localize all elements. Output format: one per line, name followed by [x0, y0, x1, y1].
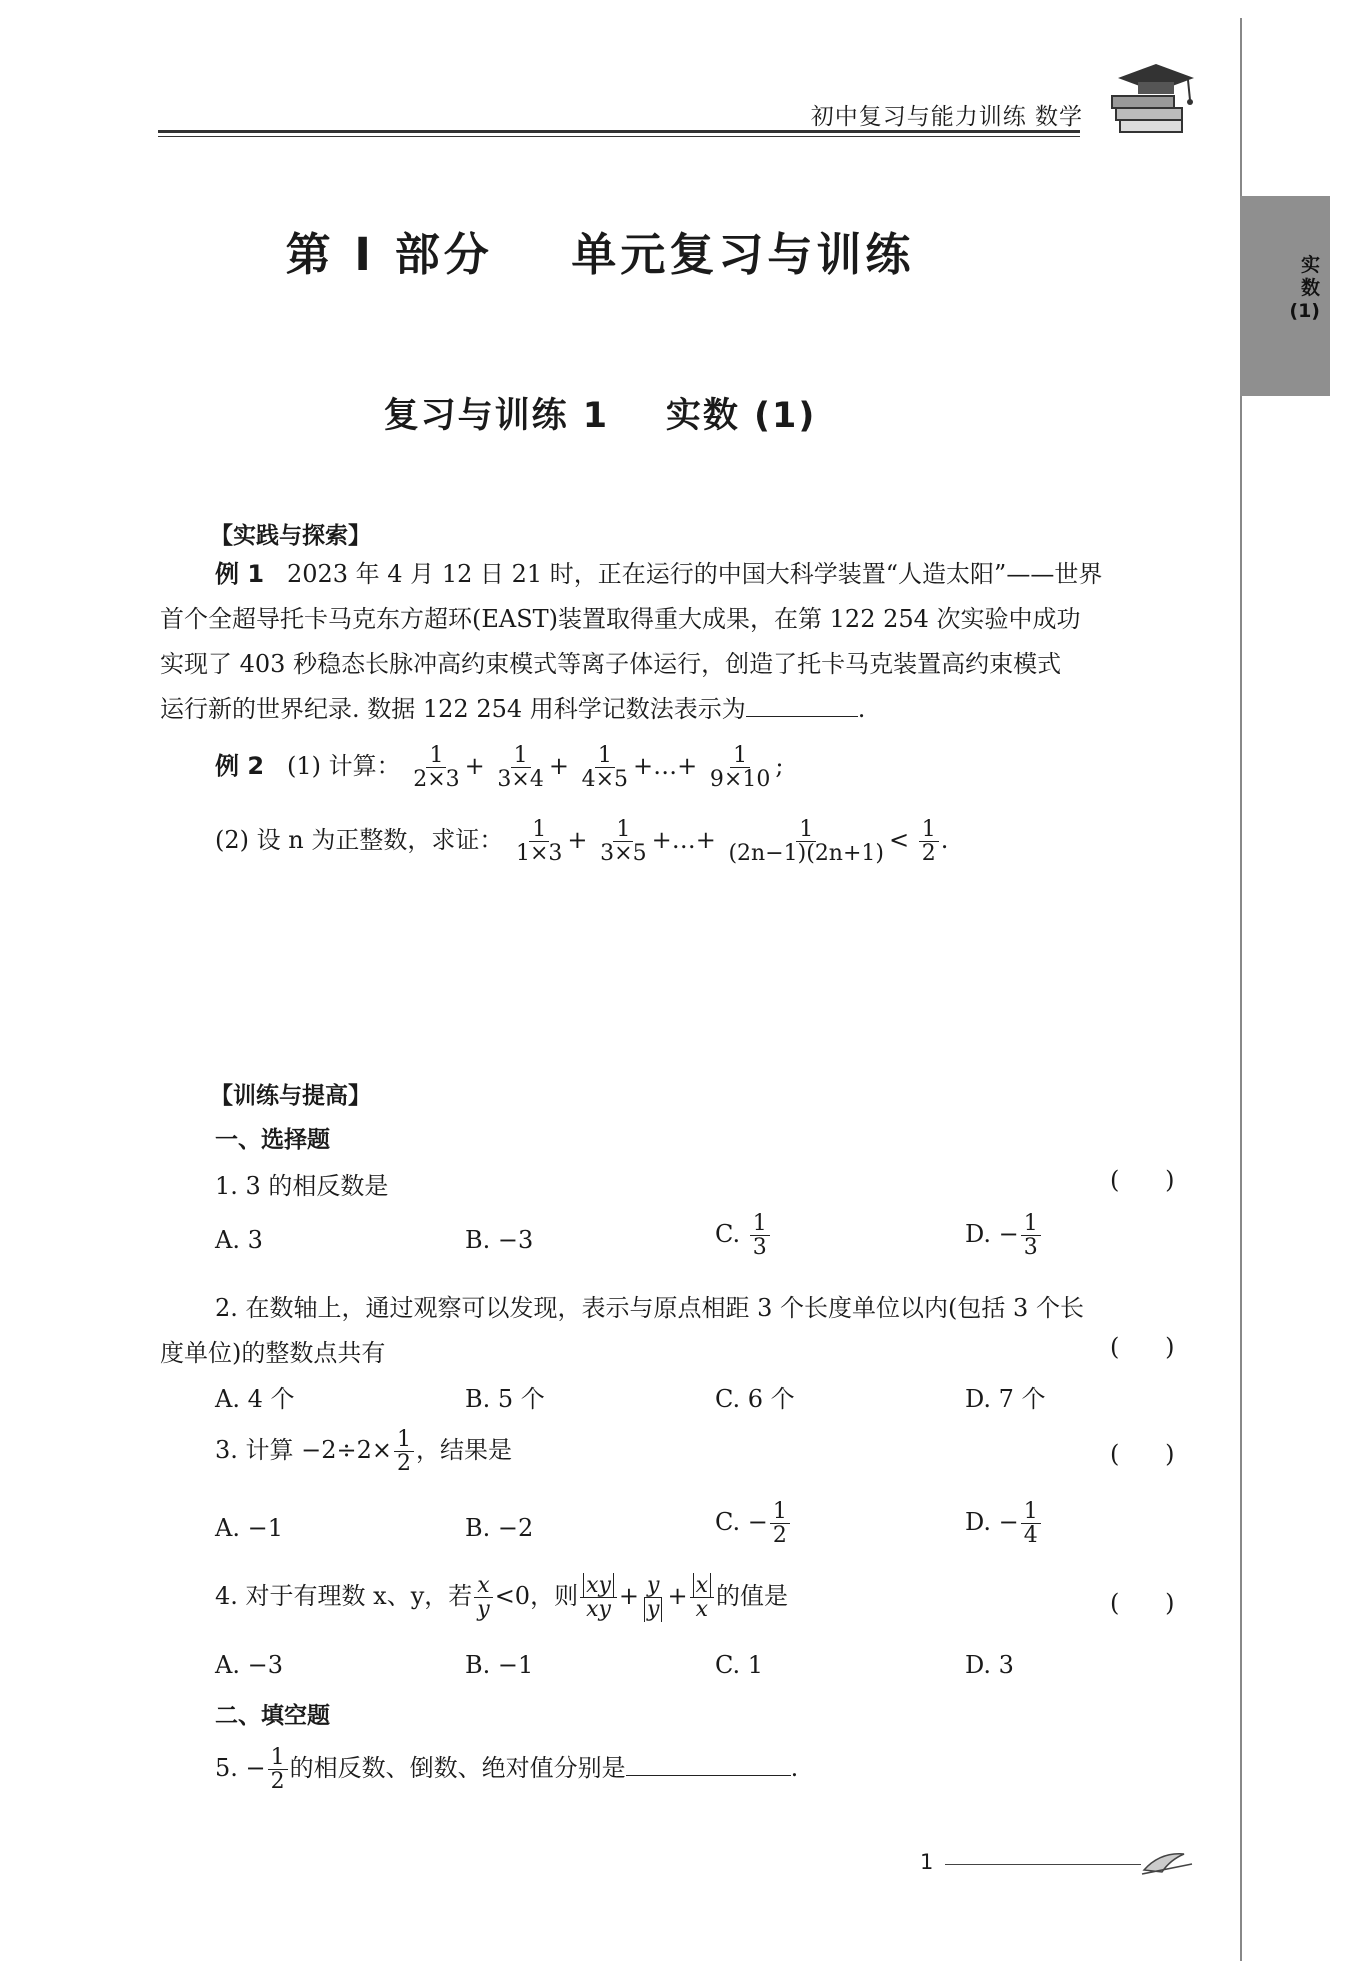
chapter-side-tab	[1240, 196, 1330, 396]
answer-parentheses[interactable]: ( )	[1110, 1440, 1175, 1468]
fraction-denominator: xy	[586, 1597, 611, 1623]
less-than-sign: <	[889, 826, 910, 855]
fraction-denominator: x	[695, 1597, 708, 1623]
option-label: C. −	[715, 1508, 768, 1537]
q1-option-b[interactable]: B. −3	[465, 1226, 534, 1254]
example-1-line-4: 运行新的世界纪录. 数据 122 254 用科学记数法表示为	[160, 695, 746, 723]
page-number: 1	[920, 1850, 934, 1874]
fraction-numerator: 1	[511, 744, 531, 768]
fraction-numerator: 1	[529, 818, 549, 842]
multiple-choice-heading: 一、选择题	[215, 1127, 330, 1153]
question-4-stem-prefix: 4. 对于有理数 x、y，若	[215, 1582, 473, 1611]
fraction-numerator: x	[474, 1574, 492, 1598]
practice-heading: 【实践与探索】	[210, 523, 371, 549]
fraction	[474, 1574, 492, 1621]
example-1-line-3: 实现了 403 秒稳态长脉冲高约束模式等离子体运行，创造了托卡马克装置高约束模式	[160, 650, 1062, 678]
side-tab-line-3: (1)	[1289, 300, 1320, 322]
fraction-numerator: 1	[770, 1500, 790, 1524]
fraction	[770, 1500, 790, 1547]
fraction-denominator: 4	[1023, 1523, 1038, 1549]
side-tab-line-2: 数	[1300, 277, 1320, 299]
plus-sign: +	[567, 826, 588, 855]
graduation-books-icon	[1108, 56, 1198, 146]
answer-parentheses[interactable]: ( )	[1110, 1166, 1175, 1194]
fraction-numerator: x	[693, 1573, 711, 1598]
example-2-part-2-prefix: (2) 设 n 为正整数，求证：	[215, 826, 504, 855]
fraction	[580, 1574, 617, 1621]
fraction-denominator: 3×4	[497, 767, 544, 793]
fraction-numerator: xy	[583, 1573, 614, 1598]
fraction	[597, 818, 649, 865]
fraction	[513, 818, 565, 865]
example-2-part-1-end: ;	[775, 752, 784, 781]
q1-option-d[interactable]	[965, 1212, 1043, 1259]
question-2-stem-line-1: 2. 在数轴上，通过观察可以发现，表示与原点相距 3 个长度单位以内(包括 3 个长	[215, 1294, 1084, 1322]
question-5	[215, 1746, 798, 1793]
fraction	[919, 818, 939, 865]
question-4-stem-suffix: 的值是	[716, 1582, 788, 1611]
fraction	[641, 1574, 665, 1621]
fraction-numerator: 1	[1021, 1500, 1041, 1524]
training-heading: 【训练与提高】	[210, 1083, 371, 1109]
fraction-denominator: 9×10	[709, 767, 771, 793]
question-5-end: .	[790, 1754, 799, 1783]
fraction-denominator: 2	[270, 1769, 285, 1795]
option-label: D. −	[965, 1220, 1019, 1249]
q4-option-a[interactable]: A. −3	[215, 1651, 283, 1679]
q3-option-c[interactable]	[715, 1500, 792, 1547]
question-4-condition: <0，则	[494, 1582, 579, 1611]
q2-option-b[interactable]: B. 5 个	[465, 1385, 545, 1413]
question-5-prefix: 5. −	[215, 1754, 266, 1783]
example-2-part-1	[215, 744, 783, 791]
example-1-end: .	[857, 695, 866, 723]
q3-option-b[interactable]: B. −2	[465, 1514, 534, 1542]
fill-in-heading: 二、填空题	[215, 1703, 330, 1729]
fraction-denominator: 4×5	[581, 767, 629, 793]
example-2-part-1-prefix: (1) 计算：	[286, 752, 401, 781]
q3-option-a[interactable]: A. −1	[215, 1514, 283, 1542]
plus-sign: +	[667, 1582, 688, 1611]
fraction	[1021, 1500, 1041, 1547]
side-tab-label	[1240, 254, 1330, 323]
fraction-denominator: 2×3	[413, 767, 460, 793]
example-2-part-2	[215, 818, 948, 865]
plus-sign: +	[548, 752, 569, 781]
fraction-denominator: 2	[772, 1523, 787, 1549]
fraction-denominator: 3×5	[600, 841, 647, 867]
fraction	[725, 818, 887, 865]
q3-option-d[interactable]	[965, 1500, 1043, 1547]
header-rule-thin	[158, 136, 1080, 137]
answer-blank[interactable]	[626, 1751, 791, 1776]
q4-option-c[interactable]: C. 1	[715, 1651, 764, 1679]
fraction	[1021, 1212, 1041, 1259]
example-2-label: 例 2	[215, 752, 265, 781]
question-3-stem-prefix: 3. 计算 −2÷2×	[215, 1436, 393, 1465]
fraction	[494, 744, 546, 791]
fraction-numerator: 1	[613, 818, 633, 842]
fraction-numerator: 1	[394, 1428, 414, 1452]
fraction	[750, 1212, 770, 1259]
question-3-stem	[215, 1428, 512, 1475]
question-3-stem-suffix: ，结果是	[416, 1436, 513, 1465]
fraction-numerator: 1	[750, 1212, 770, 1236]
example-1-line-1: 2023 年 4 月 12 日 21 时，正在运行的中国大科学装置“人造太阳”——世界	[286, 560, 1103, 588]
example-1	[160, 552, 1200, 732]
q2-option-c[interactable]: C. 6 个	[715, 1385, 795, 1413]
part-title: 第 I 部分 单元复习与训练	[285, 228, 915, 281]
fraction-denominator: 2	[921, 841, 936, 867]
fraction-denominator: 3	[752, 1235, 767, 1261]
answer-parentheses[interactable]: ( )	[1110, 1589, 1175, 1617]
q1-option-c[interactable]	[715, 1212, 772, 1259]
fraction-numerator: 1	[730, 744, 750, 768]
fraction-denominator: y	[477, 1597, 490, 1623]
fraction-numerator: 1	[1021, 1212, 1041, 1236]
q1-option-a[interactable]: A. 3	[215, 1226, 263, 1254]
example-1-line-2: 首个全超导托卡马克东方超环(EAST)装置取得重大成果，在第 122 254 次实验中成功	[160, 605, 1081, 633]
answer-parentheses[interactable]: ( )	[1110, 1333, 1175, 1361]
fraction-numerator: 1	[426, 744, 446, 768]
side-tab-line-1: 实	[1300, 254, 1320, 276]
q2-option-d[interactable]: D. 7 个	[965, 1385, 1046, 1413]
quill-pen-icon	[1140, 1848, 1196, 1878]
fraction	[579, 744, 631, 791]
answer-blank[interactable]	[746, 692, 858, 717]
fraction-denominator: 2	[397, 1451, 412, 1477]
plus-sign: +	[464, 752, 485, 781]
option-label: C.	[715, 1220, 741, 1249]
fraction	[268, 1746, 288, 1793]
fraction-numerator: 1	[268, 1746, 288, 1770]
fraction-denominator: 1×3	[515, 841, 563, 867]
fraction-numerator: y	[644, 1574, 662, 1598]
q4-option-b[interactable]: B. −1	[465, 1651, 534, 1679]
fraction-denominator: (2n−1)(2n+1)	[728, 841, 884, 867]
lesson-title: 复习与训练 1 实数 (1)	[383, 396, 817, 436]
fraction	[690, 1574, 714, 1621]
footer-rule	[945, 1864, 1141, 1865]
question-1-stem: 1. 3 的相反数是	[215, 1172, 389, 1200]
q4-option-d[interactable]: D. 3	[965, 1651, 1014, 1679]
question-5-stem: 的相反数、倒数、绝对值分别是	[289, 1754, 626, 1783]
fraction	[394, 1428, 414, 1475]
running-header: 初中复习与能力训练 数学	[810, 104, 1083, 130]
question-4-stem	[215, 1574, 788, 1621]
option-label: D. −	[965, 1508, 1019, 1537]
plus-sign: +	[618, 1582, 640, 1611]
example-1-label: 例 1	[215, 560, 265, 588]
example-2-part-2-end: .	[940, 826, 949, 855]
fraction	[410, 744, 462, 791]
question-2-stem-line-2: 度单位)的整数点共有	[160, 1339, 386, 1367]
fraction-denominator: y	[644, 1597, 662, 1622]
ellipsis-sign: +…+	[651, 826, 716, 855]
fraction-numerator: 1	[919, 818, 939, 842]
q2-option-a[interactable]: A. 4 个	[215, 1385, 295, 1413]
fraction-denominator: 3	[1023, 1235, 1038, 1261]
fraction	[707, 744, 773, 791]
header-rule-thick	[158, 130, 1080, 133]
fraction-numerator: 1	[595, 744, 615, 768]
ellipsis-sign: +…+	[633, 752, 698, 781]
fraction-numerator: 1	[796, 818, 816, 842]
